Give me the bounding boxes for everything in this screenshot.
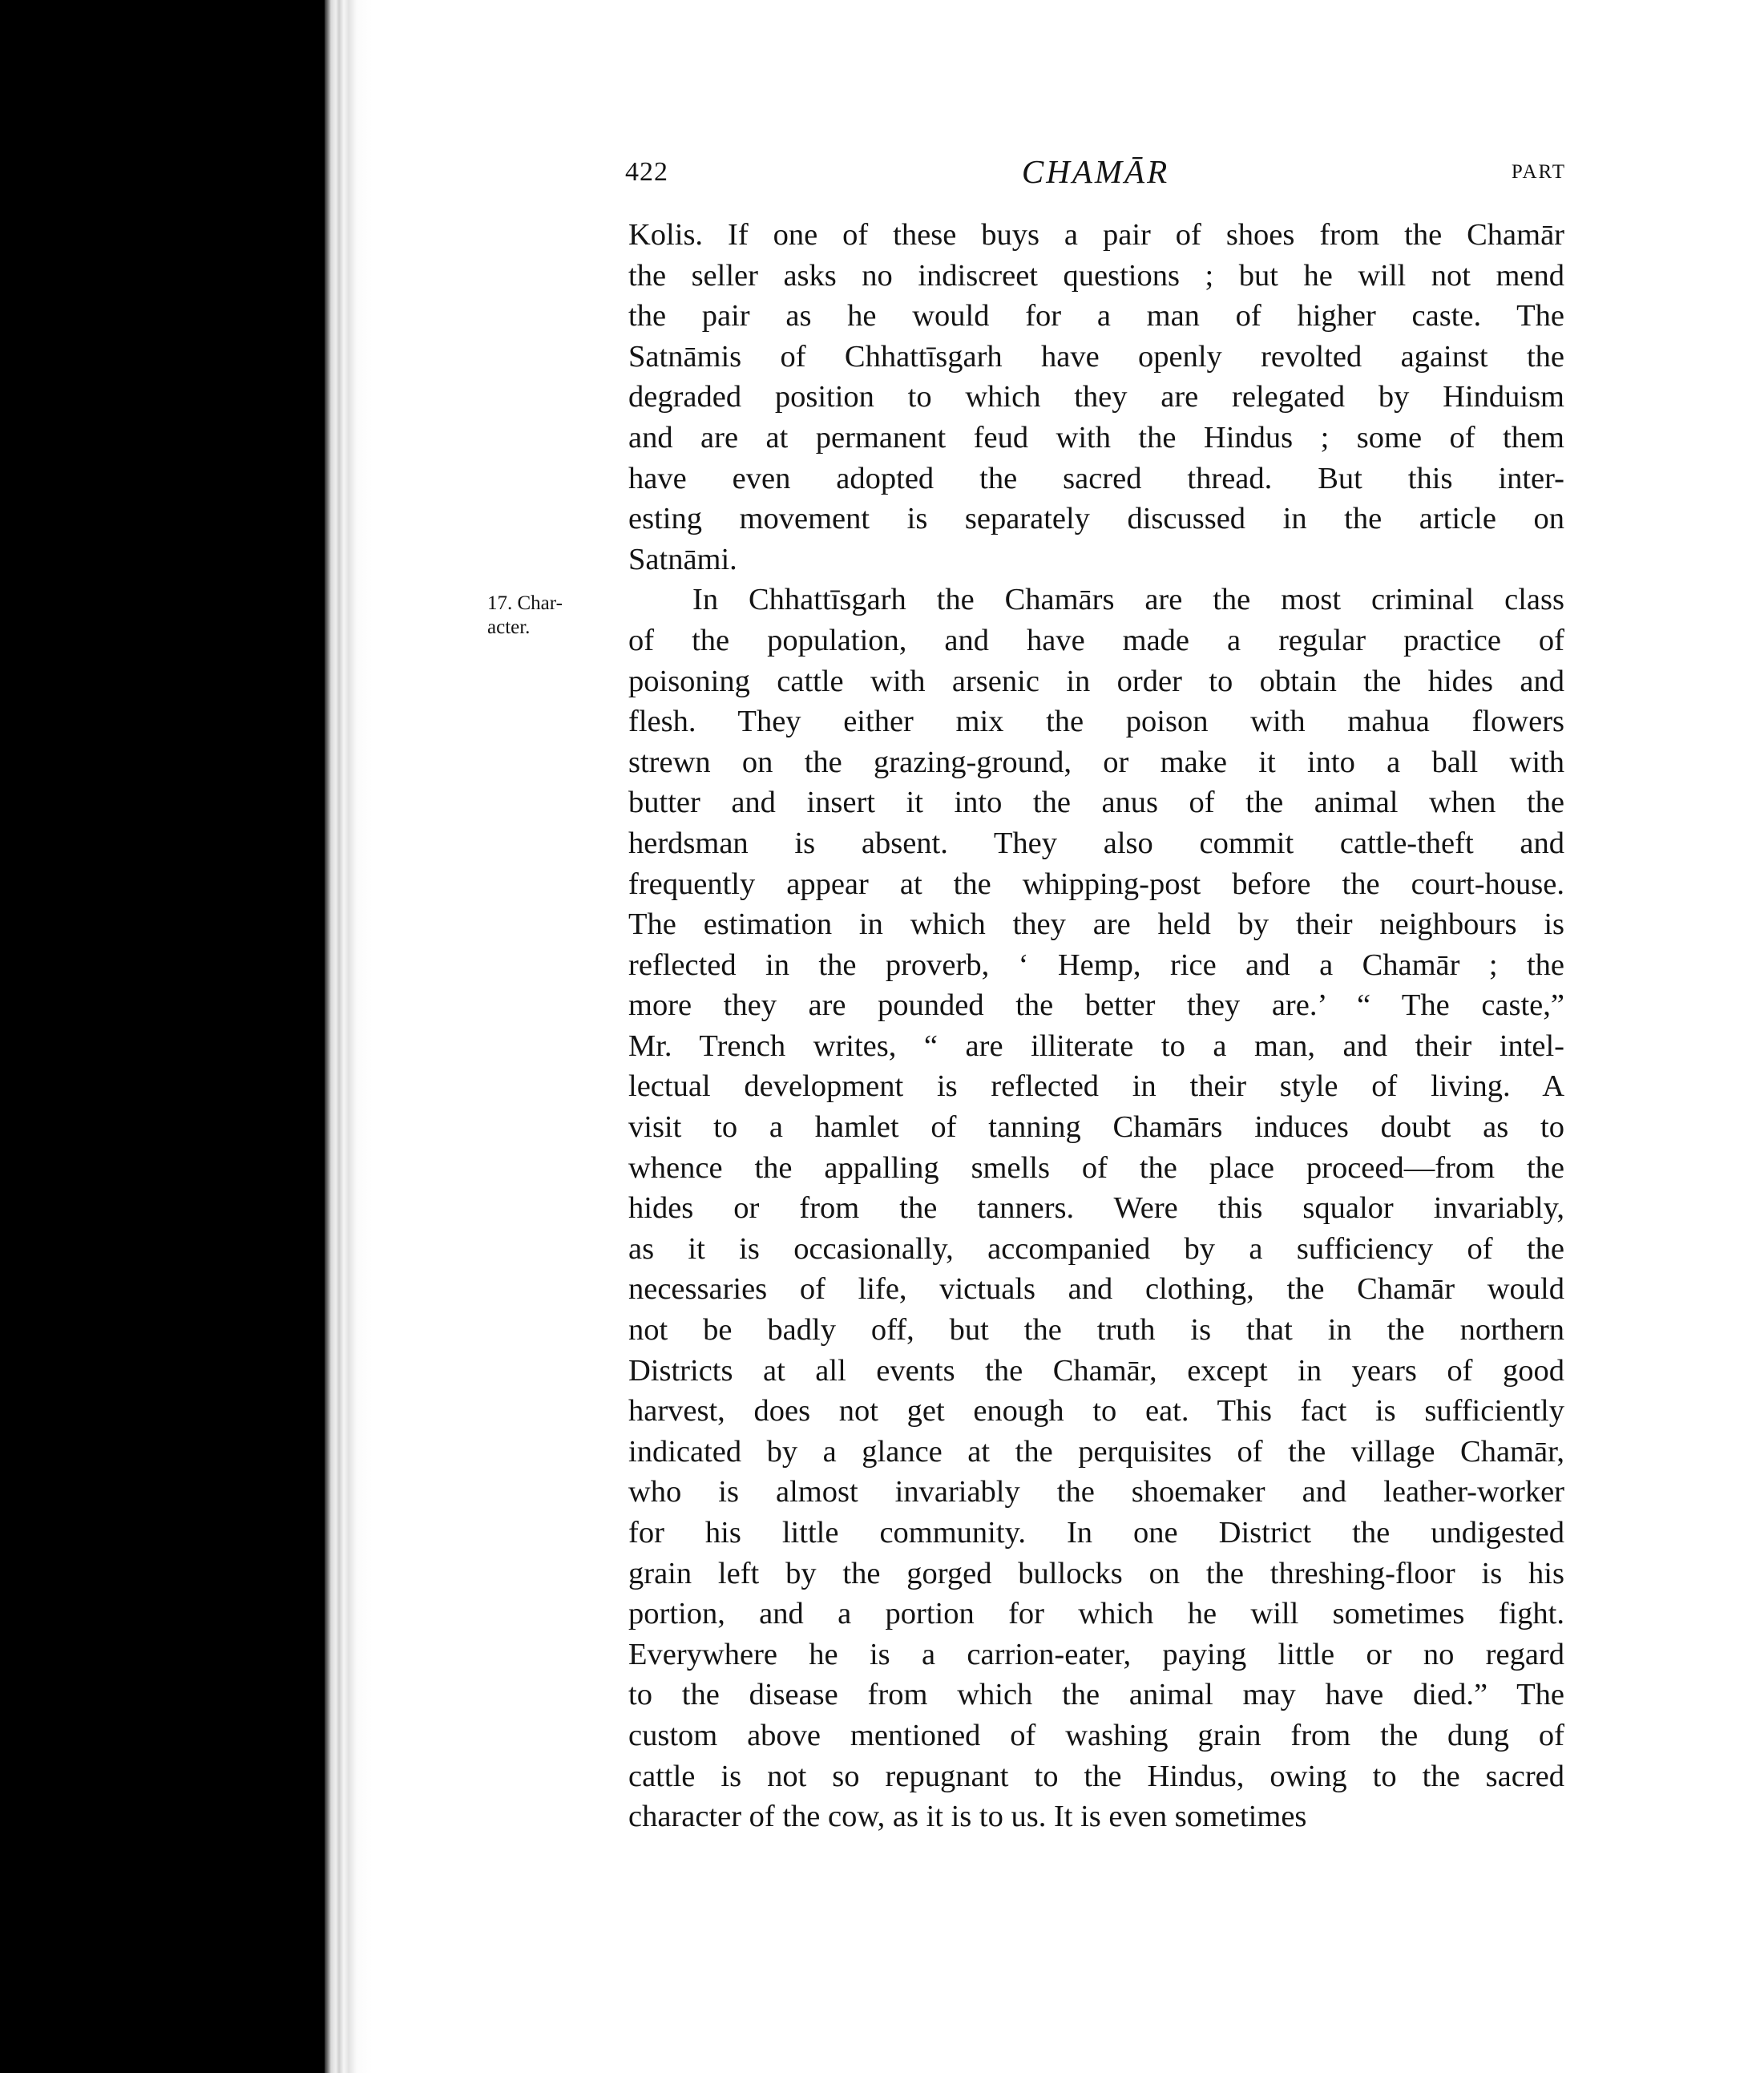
text-line: of the population, and have made a regular practice of xyxy=(628,623,1564,657)
text-line: butter and insert it into the anus of the animal when the xyxy=(628,786,1564,820)
scan-binding-edge xyxy=(325,0,373,2073)
text-line: Satnāmi. xyxy=(628,542,737,576)
text-line: to the disease from which the animal may have died.” The xyxy=(628,1678,1564,1712)
text-line: cattle is not so repugnant to the Hindus, owing to the sacred xyxy=(628,1759,1564,1793)
text-line: more they are pounded the better they are.’ “ The caste,” xyxy=(628,988,1564,1023)
part-label: PART xyxy=(1511,161,1566,183)
text-line: grain left by the gorged bullocks on the threshing-floor is his xyxy=(628,1556,1564,1590)
text-line: not be badly off, but the truth is that in the northern xyxy=(628,1313,1564,1348)
page-number: 422 xyxy=(625,157,668,187)
margin-note-line: 17. Char- xyxy=(487,592,563,614)
text-line: the pair as he would for a man of higher caste. The xyxy=(628,299,1564,333)
text-line: Mr. Trench writes, “ are illiterate to a man, and their intel- xyxy=(628,1028,1564,1063)
text-line: custom above mentioned of washing grain from the dung of xyxy=(628,1718,1564,1752)
text-line: lectual development is reflected in their style of living. A xyxy=(628,1069,1564,1104)
text-line: Everywhere he is a carrion-eater, paying little or no regard xyxy=(628,1637,1564,1671)
text-line: necessaries of life, victuals and clothing, the Chamār would xyxy=(628,1272,1564,1307)
text-line: poisoning cattle with arsenic in order to obtain the hides and xyxy=(628,664,1564,698)
page-header xyxy=(625,152,1566,200)
text-line: esting movement is separately discussed in the article on xyxy=(628,502,1564,536)
text-line: frequently appear at the whipping-post before the court-house. xyxy=(628,867,1564,901)
text-line: character of the cow, as it is to us. It is even sometimes xyxy=(628,1800,1307,1834)
text-line: have even adopted the sacred thread. But this inter- xyxy=(628,461,1564,495)
text-line: strewn on the grazing-ground, or make it into a ball with xyxy=(628,745,1564,779)
paragraph-character xyxy=(628,580,1564,1837)
text-line: degraded position to which they are relegated by Hinduism xyxy=(628,380,1564,414)
margin-note-line: acter. xyxy=(487,616,531,638)
text-line: The estimation in which they are held by their neighbours is xyxy=(628,907,1564,942)
text-line: reflected in the proverb, ‘ Hemp, rice and a Chamār ; the xyxy=(628,948,1564,982)
text-line: harvest, does not get enough to eat. This fact is sufficiently xyxy=(628,1394,1564,1428)
body-text xyxy=(628,215,1564,1837)
text-line: herdsman is absent. They also commit cattle-theft and xyxy=(628,826,1564,860)
text-line: the seller asks no indiscreet questions ; but he will not mend xyxy=(628,258,1564,293)
text-line: who is almost invariably the shoemaker and leather-worker xyxy=(628,1475,1564,1509)
text-line: In Chhattīsgarh the Chamārs are the most criminal class xyxy=(692,583,1564,617)
text-line: flesh. They either mix the poison with mahua flowers xyxy=(628,705,1564,739)
text-line: Districts at all events the Chamār, except in years of good xyxy=(628,1353,1564,1388)
text-line: visit to a hamlet of tanning Chamārs induces doubt as to xyxy=(628,1110,1564,1145)
margin-note xyxy=(487,592,591,640)
text-line: whence the appalling smells of the place proceed—from the xyxy=(628,1150,1564,1185)
text-line: and are at permanent feud with the Hindus ; some of them xyxy=(628,420,1564,455)
scan-binding-margin xyxy=(0,0,325,2073)
text-line: indicated by a glance at the perquisites of the village Chamār, xyxy=(628,1434,1564,1469)
text-line: portion, and a portion for which he will sometimes fight. xyxy=(628,1597,1564,1631)
text-line: for his little community. In one District the undigested xyxy=(628,1516,1564,1550)
running-title: CHAMĀR xyxy=(1021,153,1170,190)
text-line: Kolis. If one of these buys a pair of shoes from the Chamār xyxy=(628,218,1564,252)
text-line: Satnāmis of Chhattīsgarh have openly revolted against the xyxy=(628,339,1564,374)
text-line: hides or from the tanners. Were this squalor invariably, xyxy=(628,1191,1564,1226)
text-line: as it is occasionally, accompanied by a sufficiency of the xyxy=(628,1231,1564,1266)
paragraph-continuation xyxy=(628,215,1564,580)
